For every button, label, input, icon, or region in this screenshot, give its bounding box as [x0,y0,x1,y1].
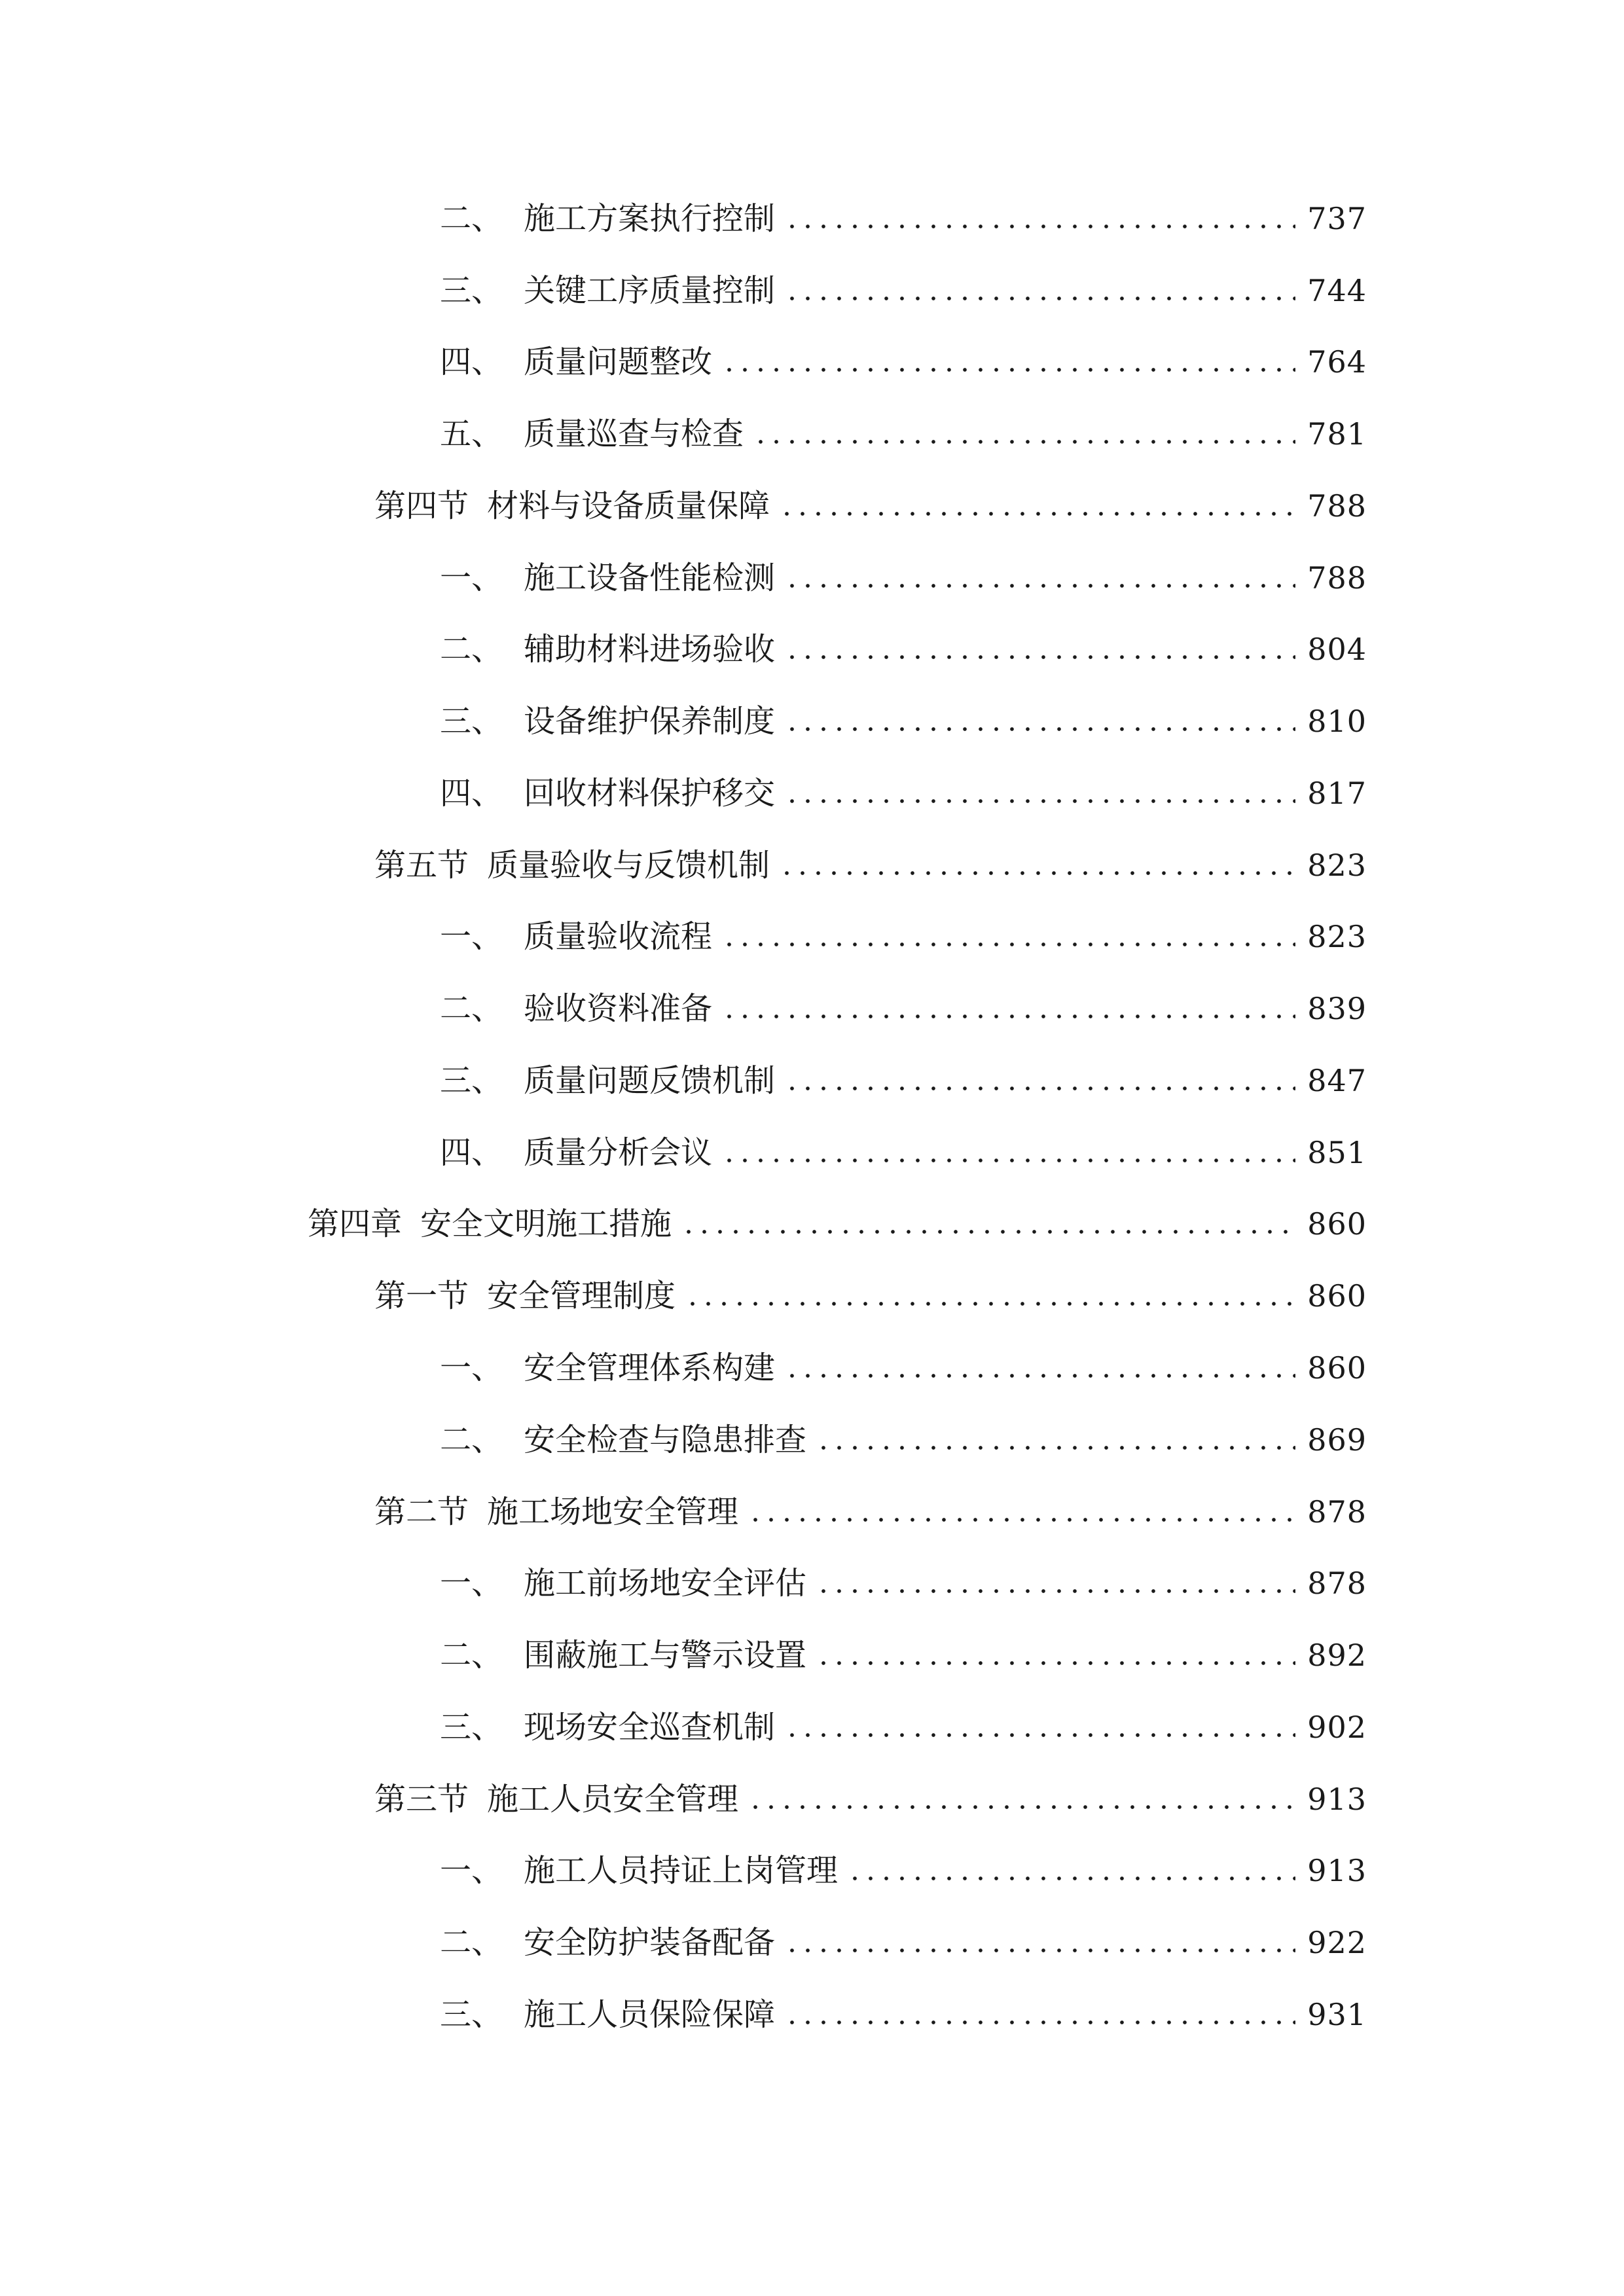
entry-title: 围蔽施工与警示设置 [524,1637,807,1674]
page-number: 817 [1307,776,1367,811]
page-number: 847 [1307,1063,1367,1098]
page-number: 860 [1307,1206,1367,1242]
dot-leader [784,1948,1295,1952]
entry-number: 第四章 [308,1206,403,1242]
page-number: 823 [1307,919,1367,954]
page-number: 804 [1307,632,1367,667]
entry-number: 第三节 [374,1781,469,1818]
entry-title: 现场安全巡查机制 [524,1709,776,1746]
dot-leader [748,1805,1295,1809]
dot-leader [685,1302,1295,1306]
dot-leader [847,1876,1295,1880]
dot-leader [784,727,1295,731]
entry-number: 二、 [440,1924,503,1961]
entry-number: 三、 [440,1062,503,1099]
entry-title: 质量巡查与检查 [524,416,744,452]
dot-leader [748,1518,1295,1522]
dot-leader [784,1733,1295,1737]
dot-leader [816,1446,1295,1450]
toc-entry[interactable] [440,1557,1367,1609]
entry-number: 三、 [440,1709,503,1746]
page-number: 869 [1307,1422,1367,1458]
entry-title: 施工人员保险保障 [524,1996,776,2033]
toc-entry[interactable] [440,336,1367,388]
page-number: 764 [1307,344,1367,380]
entry-title: 安全管理体系构建 [524,1350,776,1386]
entry-number: 二、 [440,1637,503,1674]
toc-entry[interactable] [440,623,1367,675]
entry-title: 回收材料保护移交 [524,775,776,812]
entry-title: 施工方案执行控制 [524,200,776,237]
entry-title: 安全检查与隐患排查 [524,1422,807,1458]
entry-number: 一、 [440,560,503,596]
page-number: 851 [1307,1135,1367,1170]
toc-section-entry[interactable] [374,839,1367,891]
dot-leader [816,1661,1295,1665]
page-number: 788 [1307,560,1367,596]
page-number: 744 [1307,273,1367,308]
entry-number: 三、 [440,272,503,309]
toc-entry[interactable] [440,982,1367,1035]
toc-entry[interactable] [440,910,1367,963]
dot-leader [721,368,1295,372]
toc-entry[interactable] [440,695,1367,747]
entry-title: 质量验收流程 [524,918,713,955]
dot-leader [721,1158,1295,1162]
page-number: 839 [1307,991,1367,1026]
page-number: 913 [1307,1782,1367,1817]
entry-number: 第二节 [374,1494,469,1530]
toc-entry[interactable] [440,1414,1367,1466]
entry-title: 质量分析会议 [524,1134,713,1171]
entry-title: 施工设备性能检测 [524,560,776,596]
entry-number: 一、 [440,1350,503,1386]
dot-leader [784,584,1295,588]
dot-leader [681,1230,1295,1234]
page-number: 878 [1307,1494,1367,1530]
toc-section-entry[interactable] [374,1773,1367,1825]
entry-number: 四、 [440,1134,503,1171]
entry-number: 一、 [440,1565,503,1602]
page-number: 860 [1307,1350,1367,1386]
entry-number: 四、 [440,775,503,812]
entry-number: 五、 [440,416,503,452]
entry-number: 一、 [440,1852,503,1889]
entry-title: 设备维护保养制度 [524,703,776,740]
page-number: 860 [1307,1278,1367,1314]
dot-leader [784,296,1295,300]
entry-title: 质量问题整改 [524,344,713,380]
page-number: 823 [1307,848,1367,883]
entry-number: 第一节 [374,1278,469,1314]
toc-entry[interactable] [440,408,1367,460]
entry-title: 质量问题反馈机制 [524,1062,776,1099]
page-number: 892 [1307,1638,1367,1673]
toc-entry[interactable] [440,552,1367,604]
dot-leader [721,942,1295,946]
dot-leader [721,1014,1295,1018]
dot-leader [816,1589,1295,1593]
entry-number: 一、 [440,918,503,955]
toc-entry[interactable] [440,192,1367,245]
toc-entry[interactable] [440,264,1367,317]
entry-title: 施工人员安全管理 [487,1781,739,1818]
dot-leader [784,2020,1295,2024]
page-number: 878 [1307,1566,1367,1601]
entry-number: 四、 [440,344,503,380]
dot-leader [753,440,1295,444]
toc-entry[interactable] [440,1701,1367,1753]
page-number: 781 [1307,416,1367,452]
dot-leader [784,655,1295,659]
page-number: 737 [1307,201,1367,236]
entry-number: 二、 [440,990,503,1027]
entry-title: 辅助材料进场验收 [524,631,776,668]
dot-leader [784,1086,1295,1090]
toc-entry[interactable] [440,1629,1367,1681]
entry-number: 第五节 [374,847,469,884]
entry-title: 验收资料准备 [524,990,713,1027]
toc-entry[interactable] [440,1844,1367,1897]
toc-section-entry[interactable] [374,480,1367,532]
page-number: 922 [1307,1925,1367,1960]
dot-leader [779,871,1295,875]
dot-leader [784,799,1295,803]
entry-title: 安全管理制度 [487,1278,676,1314]
entry-title: 材料与设备质量保障 [487,488,770,524]
entry-title: 施工前场地安全评估 [524,1565,807,1602]
toc-entry[interactable] [440,767,1367,819]
toc-entry[interactable] [440,1342,1367,1394]
dot-leader [779,512,1295,516]
entry-title: 施工场地安全管理 [487,1494,739,1530]
page-number: 788 [1307,488,1367,524]
toc-entry[interactable] [440,1126,1367,1179]
page-number: 902 [1307,1710,1367,1745]
toc-entry[interactable] [440,1054,1367,1107]
toc-chapter-entry[interactable] [308,1198,1367,1250]
page-number: 810 [1307,704,1367,739]
page-number: 913 [1307,1853,1367,1888]
entry-number: 二、 [440,200,503,237]
entry-title: 安全防护装备配备 [524,1924,776,1961]
toc-entry[interactable] [440,1988,1367,2041]
entry-title: 质量验收与反馈机制 [487,847,770,884]
toc-section-entry[interactable] [374,1270,1367,1322]
entry-title: 关键工序质量控制 [524,272,776,309]
toc-entry[interactable] [440,1916,1367,1969]
entry-number: 二、 [440,1422,503,1458]
entry-number: 三、 [440,1996,503,2033]
dot-leader [784,1374,1295,1378]
toc-section-entry[interactable] [374,1486,1367,1538]
dot-leader [784,224,1295,228]
page-number: 931 [1307,1997,1367,2032]
entry-number: 三、 [440,703,503,740]
entry-number: 二、 [440,631,503,668]
entry-title: 安全文明施工措施 [420,1206,672,1242]
entry-title: 施工人员持证上岗管理 [524,1852,839,1889]
entry-number: 第四节 [374,488,469,524]
